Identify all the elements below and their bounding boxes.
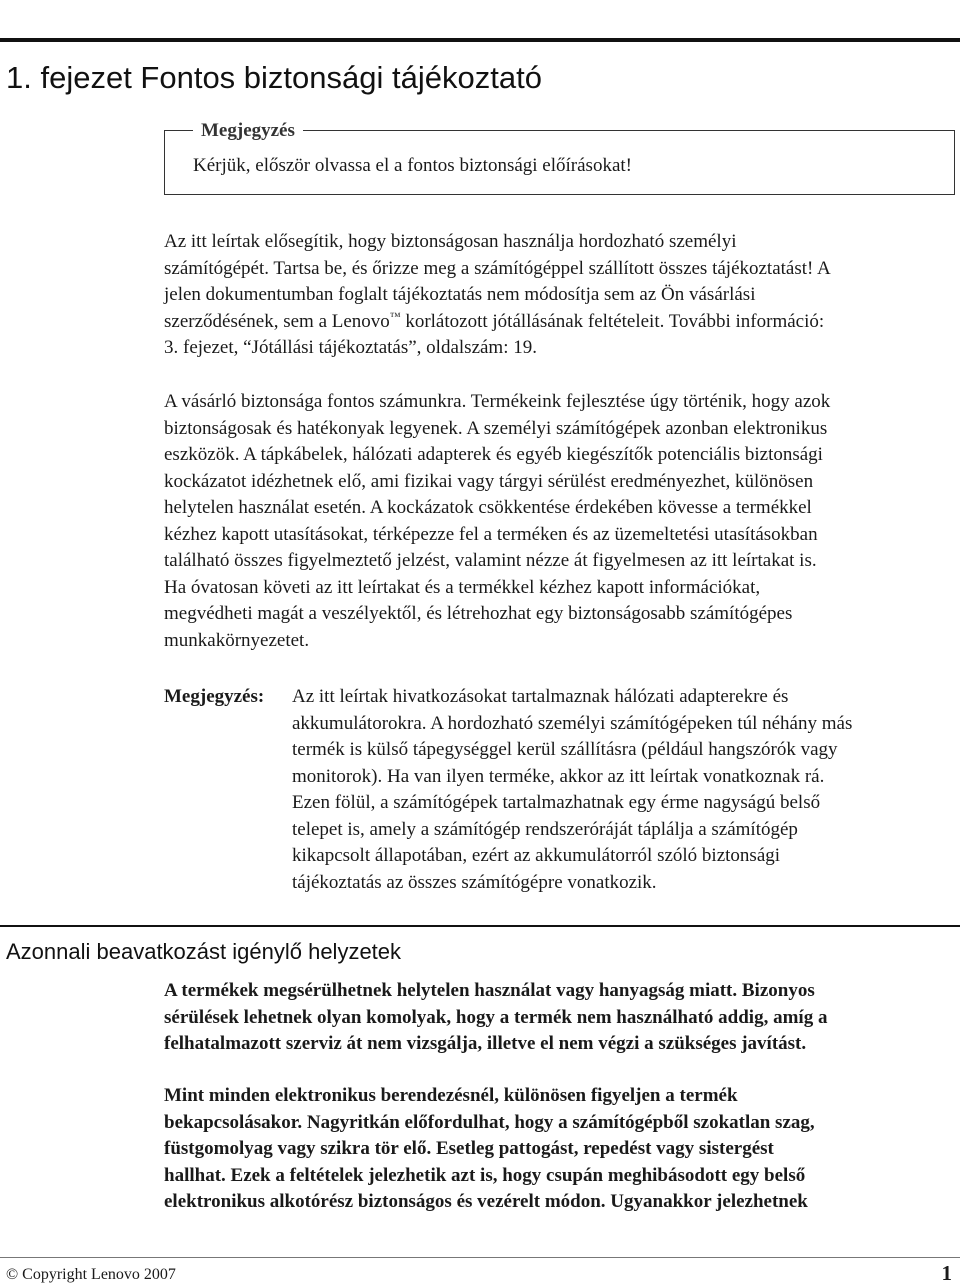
text-line: Ezen fölül, a számítógépek tartalmazhatnak egy érme nagyságú belső	[292, 792, 821, 813]
text-fragment: szerződésének, sem a Lenovo	[164, 310, 390, 332]
note-box-label: Megjegyzés	[193, 119, 303, 143]
text-line: helytelen használat esetén. A kockázatok csökkentése érdekében kövesse a termékkel	[164, 497, 812, 518]
text-line: számítógépét. Tartsa be, és őrizze meg a számítógéppel szállított összes tájékoztatást! A	[164, 257, 831, 279]
text-line: kikapcsolt állapotában, ezért az akkumulátorról szóló biztonsági	[292, 845, 781, 866]
copyright-notice: © Copyright Lenovo 2007	[6, 1266, 176, 1283]
text-line: Az itt leírtak elősegítik, hogy biztonságosan használja hordozható személyi	[164, 231, 737, 252]
text-line: telepet is, amely a számítógép rendszeróráját táplálja a számítógép	[292, 818, 798, 840]
footer-rule	[0, 1257, 960, 1258]
text-line: A vásárló biztonsága fontos számunkra. Termékeink fejlesztése úgy történik, hogy azok	[164, 391, 831, 412]
text-line: kézhez kapott utasításokat, térképezze fel a terméken és az üzemeltetési utasításokban	[164, 523, 818, 545]
text-line: Ha óvatosan követi az itt leírtakat és a termékkel kézhez kapott információkat,	[164, 576, 761, 598]
text-line: Mint minden elektronikus berendezésnél, különösen figyeljen a termék	[164, 1085, 738, 1106]
inline-note-text	[292, 684, 956, 896]
emergency-paragraph-1	[164, 978, 954, 1058]
emergency-paragraph-2	[164, 1083, 954, 1216]
intro-paragraph	[164, 229, 954, 362]
text-line: eszközök. A tápkábelek, hálózati adapterek és egyéb kiegészítők potenciális biztonsági	[164, 444, 823, 465]
text-line: elektronikus alkotórész biztonságos és vezérelt módon. Ugyanakkor jelezhetnek	[164, 1191, 808, 1212]
text-line: Az itt leírtak hivatkozásokat tartalmaznak hálózati adapterekre és	[292, 686, 789, 707]
text-line: munkakörnyezetet.	[164, 629, 310, 651]
safety-paragraph	[164, 389, 954, 654]
trademark-symbol: ™	[389, 310, 401, 323]
note-box-text: Kérjük, először olvassa el a fontos biztonsági előírásokat!	[193, 155, 632, 176]
section-rule	[0, 925, 960, 927]
text-line: sérülések lehetnek olyan komolyak, hogy a termék nem használható addig, amíg a	[164, 1006, 828, 1028]
text-line: felhatalmazott szerviz át nem vizsgálja, illetve el nem végzi a szükséges javítást.	[164, 1033, 807, 1054]
text-line: tájékoztatás az összes számítógépre vonatkozik.	[292, 871, 657, 893]
text-line: bekapcsolásakor. Nagyritkán előfordulhat, hogy a számítógépből szokatlan szag,	[164, 1111, 815, 1133]
note-box	[164, 120, 955, 195]
inline-note-label: Megjegyzés:	[164, 686, 265, 707]
top-rule	[0, 38, 960, 42]
text-line: biztonságosak és hatékonyak legyenek. A személyi számítógépek azonban elektronikus	[164, 417, 828, 439]
text-line: található összes figyelmeztető jelzést, valamint nézze át figyelmesen az itt leírtakat is.	[164, 550, 817, 571]
text-line: 3. fejezet, “Jótállási tájékoztatás”, oldalszám: 19.	[164, 337, 537, 358]
text-line: megvédheti magát a veszélyektől, és létrehozhat egy biztonságosabb számítógépes	[164, 603, 793, 624]
chapter-title: 1. fejezet Fontos biztonsági tájékoztató	[6, 60, 542, 95]
section-title: Azonnali beavatkozást igénylő helyzetek	[6, 939, 402, 964]
text-line: monitorok). Ha van ilyen terméke, akkor az itt leírtak vonatkoznak rá.	[292, 765, 825, 787]
text-line: füstgomolyag vagy szikra tör elő. Esetleg pattogást, repedést vagy sistergést	[164, 1138, 774, 1159]
text-line: jelen dokumentumban foglalt tájékoztatás nem módosítja sem az Ön vásárlási	[164, 284, 756, 305]
text-line-trademark	[164, 309, 954, 336]
text-line: kockázatot idézhetnek elő, ami fizikai vagy tárgyi sérülést eredményezhet, különösen	[164, 470, 814, 492]
text-line: termék is külső tápegységgel kerül szállításra (például hangszórók vagy	[292, 739, 838, 760]
text-line: A termékek megsérülhetnek helytelen használat vagy hanyagság miatt. Bizonyos	[164, 980, 815, 1001]
text-fragment: korlátozott jótállásának feltételeit. További információ:	[400, 310, 825, 332]
page-number: 1	[941, 1261, 952, 1285]
text-line: akkumulátorokra. A hordozható személyi számítógépeken túl néhány más	[292, 712, 853, 734]
text-line: hallhat. Ezek a feltételek jelezhetik azt is, hogy csupán meghibásodott egy belső	[164, 1164, 806, 1186]
